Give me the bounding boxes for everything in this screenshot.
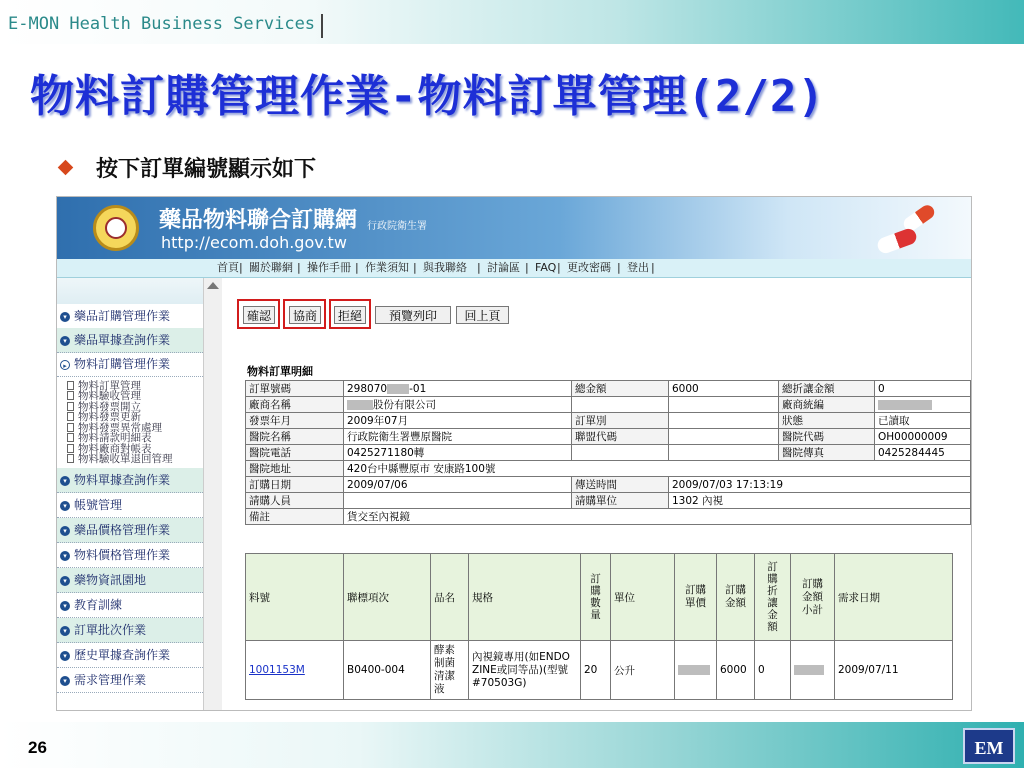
cell-due-date: 2009/07/11	[835, 641, 953, 700]
brand-divider	[321, 14, 323, 38]
sidebar-item-demand[interactable]: ▾ 需求管理作業	[57, 668, 203, 693]
label-hospital-fax: 醫院傳真	[779, 445, 875, 461]
label-send-time: 傳送時間	[572, 477, 669, 493]
menu-item-logout[interactable]: 登出	[627, 261, 649, 274]
subitem-order-management[interactable]: 物料訂單管理	[67, 381, 141, 391]
table-row	[246, 641, 953, 700]
web-screenshot	[56, 196, 972, 711]
sidebar-item-batch[interactable]: ▾ 訂單批次作業	[57, 618, 203, 643]
label-hospital-name: 醫院名稱	[246, 429, 344, 445]
header-spec: 規格	[469, 554, 581, 641]
cell-tender-item: B0400-004	[344, 641, 431, 700]
sidebar-item-material-docs[interactable]: ▾ 物料單據查詢作業	[57, 468, 203, 493]
sidebar-item-drug-price[interactable]: ▾ 藥品價格管理作業	[57, 518, 203, 543]
order-items-table	[245, 553, 953, 700]
em-logo: EM	[963, 728, 1015, 764]
menu-item-faq[interactable]: FAQ	[535, 261, 557, 274]
order-detail-title: 物料訂單明細	[247, 365, 313, 378]
item-no-link[interactable]: 1001153M	[246, 641, 344, 700]
sidebar-item-material-order[interactable]: ▸ 物料訂購管理作業	[57, 352, 203, 377]
diamond-bullet-icon	[58, 160, 74, 176]
capsule-icon	[875, 227, 918, 256]
label-vendor-tax-id: 廠商統編	[779, 397, 875, 413]
back-button[interactable]: 回上頁	[456, 306, 509, 324]
sidebar-item-training[interactable]: ▾ 教育訓練	[57, 593, 203, 618]
value-requesting-unit: 1302 內視	[669, 493, 971, 509]
top-menu: 首頁 | 關於聯網 | 操作手冊 | 作業須知 | 與我聯絡 | 討論區 | FAQ | 更改密碼 | 登出 |	[57, 259, 971, 278]
site-url: http://ecom.doh.gov.tw	[161, 233, 347, 252]
sidebar-scrollbar[interactable]	[203, 278, 222, 710]
subitem-invoice-exception[interactable]: 物料發票異常處理	[67, 423, 162, 433]
value-vendor-tax-id	[875, 397, 971, 413]
value-order-no: 298070 -01	[344, 381, 572, 397]
header-tender-item: 聯標項次	[344, 554, 431, 641]
negotiate-button[interactable]: 協商	[289, 306, 321, 324]
header-product-name: 品名	[431, 554, 469, 641]
cell-subtotal	[791, 641, 835, 700]
subitem-vendor-statement[interactable]: 物料廠商對帳表	[67, 444, 152, 454]
sidebar-header	[57, 278, 203, 304]
site-banner	[57, 197, 971, 259]
scroll-up-arrow-icon[interactable]	[207, 282, 219, 289]
header-unit-price: 訂購單價	[675, 554, 717, 641]
menu-item-home[interactable]: 首頁	[217, 261, 239, 274]
sidebar-item-drug-order[interactable]: ▾ 藥品訂購管理作業	[57, 304, 203, 329]
subitem-payment-detail[interactable]: 物料請款明細表	[67, 433, 152, 443]
menu-item-about[interactable]: 關於聯網	[249, 261, 293, 274]
value-remarks: 貨交至內視鏡	[344, 509, 971, 525]
value-hospital-name: 行政院衛生署豐原醫院	[344, 429, 572, 445]
value-order-date: 2009/07/06	[344, 477, 572, 493]
value-hospital-phone: 0425271180轉	[344, 445, 572, 461]
label-remarks: 備註	[246, 509, 344, 525]
sidebar-item-drug-docs[interactable]: ▾ 藥品單據查詢作業	[57, 328, 203, 353]
page-number: 26	[28, 738, 47, 757]
confirm-button[interactable]: 確認	[243, 306, 275, 324]
header-discount: 訂購折讓金額	[755, 554, 791, 641]
label-order-date: 訂購日期	[246, 477, 344, 493]
reject-button[interactable]: 拒絕	[334, 306, 366, 324]
menu-item-manual[interactable]: 操作手冊	[307, 261, 351, 274]
header-subtotal: 訂購金額小計	[791, 554, 835, 641]
menu-item-notes[interactable]: 作業須知	[365, 261, 409, 274]
sidebar-item-accounts[interactable]: ▾ 帳號管理	[57, 493, 203, 518]
subitem-return-management[interactable]: 物料驗收單退回管理	[67, 454, 173, 464]
value-discount-total: 0	[875, 381, 971, 397]
label-requester: 請購人員	[246, 493, 344, 509]
label-hospital-phone: 醫院電話	[246, 445, 344, 461]
label-order-type: 訂單別	[572, 413, 669, 429]
value-send-time: 2009/07/03 17:13:19	[669, 477, 971, 493]
site-name: 藥品物料聯合訂購網	[159, 208, 358, 233]
label-discount-total: 總折讓金額	[779, 381, 875, 397]
label-vendor-name: 廠商名稱	[246, 397, 344, 413]
subitem-acceptance[interactable]: 物料驗收管理	[67, 391, 141, 401]
sidebar-item-history[interactable]: ▾ 歷史單據查詢作業	[57, 643, 203, 668]
value-hospital-address: 420台中縣豐原市 安康路100號	[344, 461, 971, 477]
header-amount: 訂購金額	[717, 554, 755, 641]
header-item-no: 料號	[246, 554, 344, 641]
bullet-text: 按下訂單編號顯示如下	[96, 157, 317, 182]
subitem-invoice-issue[interactable]: 物料發票開立	[67, 402, 141, 412]
cell-unit-price	[675, 641, 717, 700]
print-preview-button[interactable]: 預覽列印	[375, 306, 451, 324]
value-status: 已讀取	[875, 413, 971, 429]
label-alliance-code: 聯盟代碼	[572, 429, 669, 445]
label-hospital-address: 醫院地址	[246, 461, 344, 477]
brand-text: E-MON Health Business Services	[8, 14, 316, 34]
header-order-qty: 訂購數量	[581, 554, 611, 641]
cell-amount: 6000	[717, 641, 755, 700]
label-requesting-unit: 請購單位	[572, 493, 669, 509]
cell-discount: 0	[755, 641, 791, 700]
header-unit: 單位	[611, 554, 675, 641]
label-order-no: 訂單號碼	[246, 381, 344, 397]
value-hospital-fax: 0425284445	[875, 445, 971, 461]
label-total: 總金額	[572, 381, 669, 397]
slide-title: 物料訂購管理作業-物料訂單管理(2/2)	[30, 71, 825, 122]
value-vendor-name: 股份有限公司	[344, 397, 572, 413]
sidebar	[57, 278, 204, 710]
cell-spec: 內視鏡專用(如ENDOZINE或同等品)(型號#70503G)	[469, 641, 581, 700]
label-hospital-code: 醫院代碼	[779, 429, 875, 445]
value-total: 6000	[669, 381, 779, 397]
sidebar-item-drug-info[interactable]: ▾ 藥物資訊園地	[57, 568, 203, 593]
cell-product-name: 酵素制菌清潔液	[431, 641, 469, 700]
agency-seal-icon	[93, 205, 139, 251]
label-status: 狀態	[779, 413, 875, 429]
menu-item-forum[interactable]: 討論區	[487, 261, 520, 274]
value-invoice-month: 2009年07月	[344, 413, 572, 429]
value-hospital-code: OH00000009	[875, 429, 971, 445]
subitem-invoice-update[interactable]: 物料發票更新	[67, 412, 141, 422]
cell-order-qty: 20	[581, 641, 611, 700]
order-detail-table	[245, 380, 971, 525]
header-due-date: 需求日期	[835, 554, 953, 641]
menu-item-change-password[interactable]: 更改密碼	[567, 261, 611, 274]
cell-unit: 公升	[611, 641, 675, 700]
slide-footer-band	[0, 722, 1024, 768]
sidebar-item-material-price[interactable]: ▾ 物料價格管理作業	[57, 543, 203, 568]
menu-item-contact[interactable]: 與我聯絡	[423, 261, 467, 274]
label-invoice-month: 發票年月	[246, 413, 344, 429]
site-agency: 行政院衛生署	[367, 221, 427, 232]
